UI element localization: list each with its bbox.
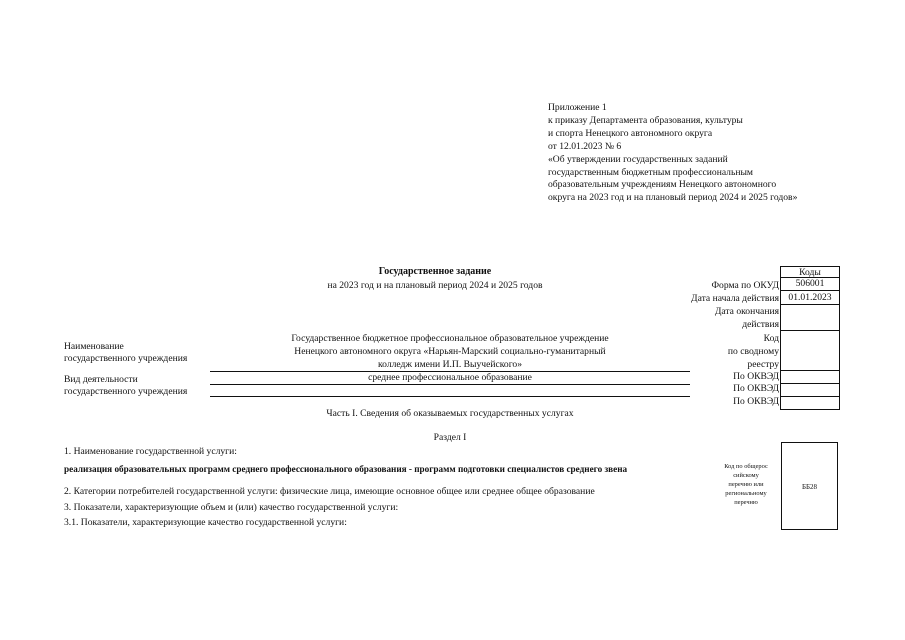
okved-value: [781, 384, 839, 397]
appendix-line: образовательным учреждениям Ненецкого автономного: [548, 179, 777, 191]
service-item-3-1: 3.1. Показатели, характеризующие качество государственной услуги:: [64, 517, 347, 528]
codes-header: Коды: [781, 266, 839, 278]
okved-value: [781, 397, 839, 410]
registry-code-note-line: сийскому: [733, 472, 759, 479]
institution-name-label-2: государственного учреждения: [64, 353, 188, 364]
start-date-label: Дата начала действия: [691, 293, 779, 304]
start-date-value: 01.01.2023: [781, 291, 839, 305]
divider-line: [210, 396, 690, 397]
end-date-value: [781, 305, 839, 331]
service-name: реализация образовательных программ среднего профессионального образования - программ подготовки специалистов среднего звена: [64, 464, 628, 474]
registry-code-box: [781, 442, 838, 530]
appendix-line: Приложение 1: [548, 102, 607, 113]
registry-label: Код: [763, 333, 779, 344]
registry-code-value: ББ28: [801, 483, 818, 491]
divider-line: [210, 384, 690, 385]
appendix-block: [548, 102, 797, 205]
document-subtitle: на 2023 год и на плановый период 2024 и 2025 годов: [327, 280, 543, 291]
registry-value: [781, 331, 839, 371]
okud-value: 506001: [781, 278, 839, 291]
registry-code-note-line: перечню или: [728, 481, 764, 488]
appendix-line: «Об утверждении государственных заданий: [548, 153, 728, 165]
section-title: Раздел I: [433, 432, 467, 443]
institution-name-line: колледж имени И.П. Выучейского»: [377, 358, 523, 370]
institution-name-line: Ненецкого автономного округа «Нарьян-Марский социально-гуманитарный: [294, 345, 606, 357]
end-date-label-2: действия: [742, 319, 779, 330]
document-title: Государственное задание: [378, 266, 492, 277]
okud-label: Форма по ОКУД: [711, 280, 779, 291]
appendix-line: и спорта Ненецкого автономного округа: [548, 127, 713, 139]
service-item-3: 3. Показатели, характеризующие объем и (или) качество государственной услуги:: [64, 502, 399, 513]
end-date-label: Дата окончания: [714, 306, 779, 317]
okved-label: По ОКВЭД: [733, 383, 779, 394]
appendix-line: государственным бюджетным профессиональным: [548, 166, 753, 178]
institution-name: [210, 333, 690, 371]
institution-name-label: Наименование: [64, 341, 124, 352]
okved-label: По ОКВЭД: [733, 396, 779, 407]
okved-label: По ОКВЭД: [733, 371, 779, 382]
registry-label-3: реестру: [747, 359, 779, 370]
appendix-line: округа на 2023 год и на плановый период 2024 и 2025 годов»: [548, 192, 798, 204]
appendix-line: к приказу Департамента образования, культуры: [548, 114, 743, 126]
service-item-2: 2. Категории потребителей государственной услуги: физические лица, имеющие основное общее или среднее общее образование: [64, 486, 595, 497]
institution-name-line: Государственное бюджетное профессиональное образовательное учреждение: [291, 333, 609, 344]
appendix-line: от 12.01.2023 № 6: [548, 140, 622, 152]
registry-code-note-line: перечню: [734, 499, 758, 506]
registry-label-2: по сводному: [727, 346, 779, 357]
activity-value: среднее профессиональное образование: [368, 372, 532, 383]
part-title: Часть I. Сведения об оказываемых государственных услугах: [326, 408, 574, 419]
registry-code-note-line: региональному: [725, 490, 767, 497]
activity-label: Вид деятельности: [64, 374, 138, 385]
okved-value: [781, 371, 839, 384]
codes-table: [780, 266, 840, 410]
activity-label-2: государственного учреждения: [64, 386, 188, 397]
registry-code-note: [716, 462, 776, 507]
registry-code-note-line: Код по общерос: [724, 463, 768, 470]
service-item-1: 1. Наименование государственной услуги:: [64, 446, 237, 457]
